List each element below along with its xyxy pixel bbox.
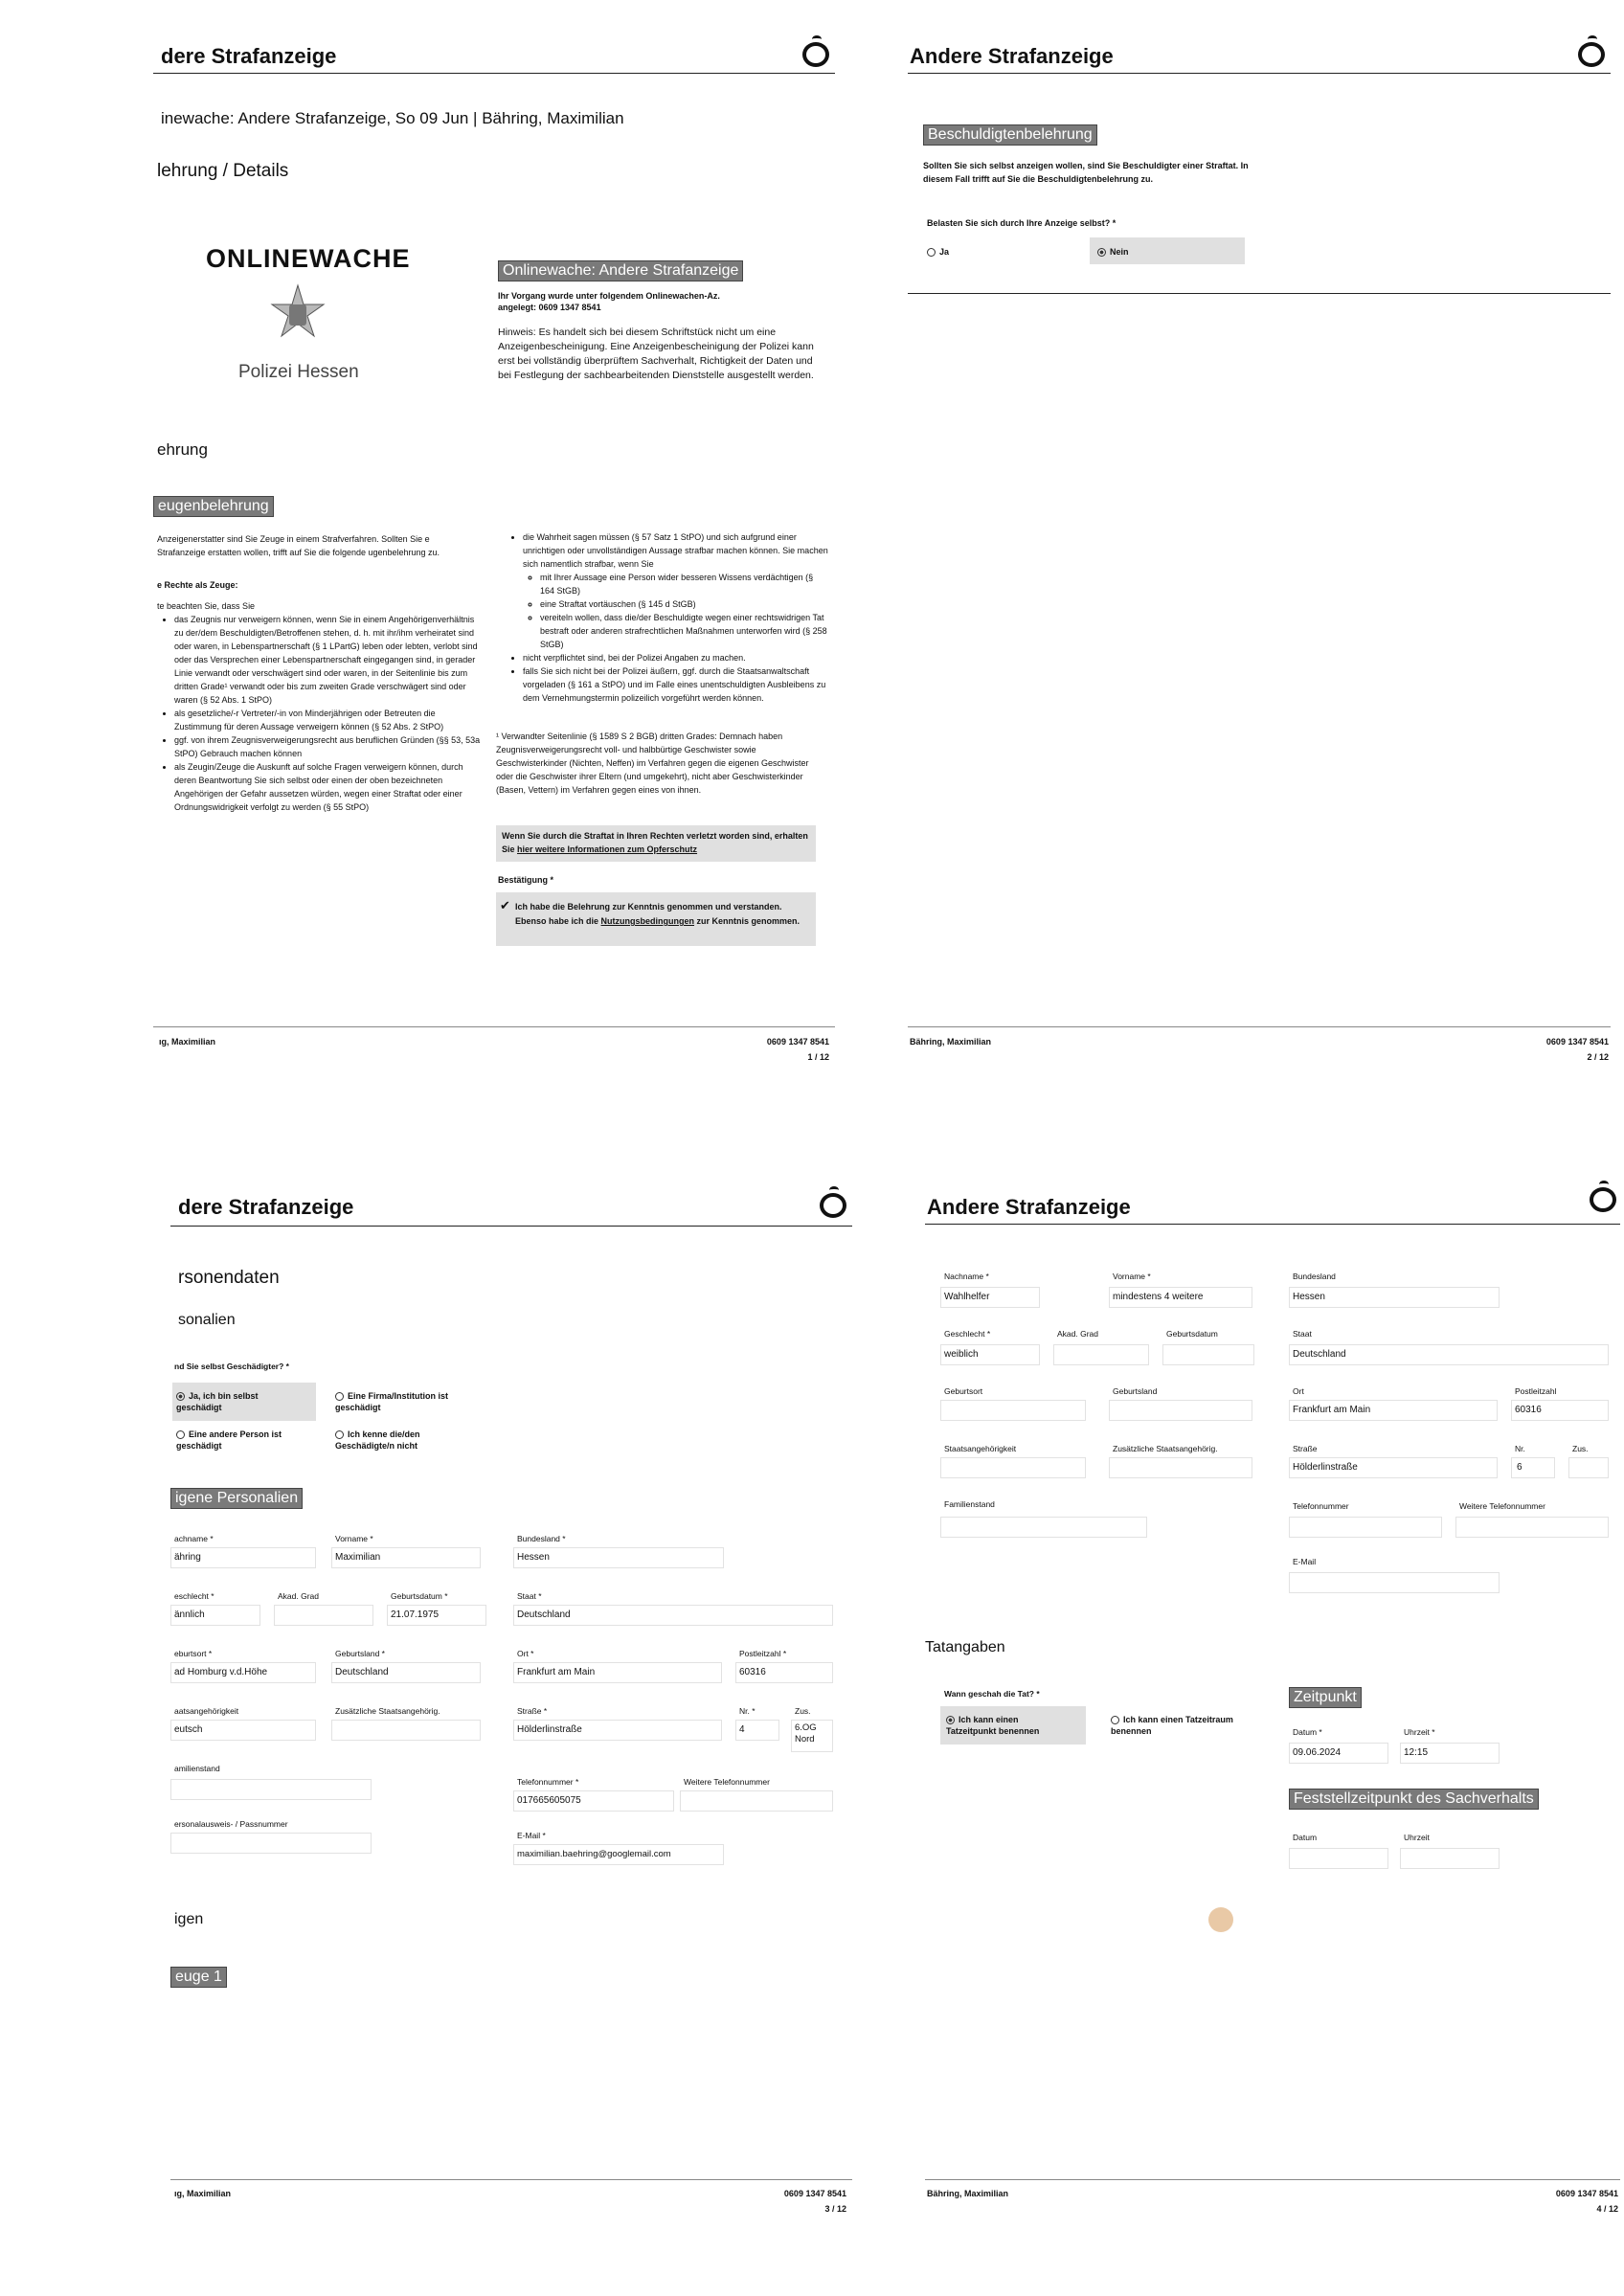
weitere-telefon-input[interactable] [680, 1790, 833, 1812]
footer-rule [908, 1026, 1611, 1027]
familienstand-label: amilienstand [174, 1764, 220, 1773]
hausnummer-label: Nr. * [739, 1706, 756, 1716]
list-item: • falls Sie sich nicht bei der Polizei äußern, ggf. durch die Staatsanwaltschaft vorgeladen (§ 161 a StPO) und im Falle eines unentschuldigten Ausbleibens zu dem Vernehmungstermin polizeilich vorgeführt werden können. [523, 664, 829, 705]
beschuldigten-text: Sollten Sie sich selbst anzeigen wollen, sind Sie Beschuldigter einer Straftat. In diesem Fall trifft auf Sie die Beschuldigtenbelehrung zu. [923, 161, 1249, 184]
staatsangehoerigkeit-label: Staatsangehörigkeit [944, 1444, 1017, 1453]
footer-page: 1 / 12 [807, 1052, 829, 1062]
page-header-title: Andere Strafanzeige [927, 1195, 1131, 1219]
geburtsdatum-input[interactable] [1162, 1344, 1254, 1365]
footer-name: ıg, Maximilian [174, 2189, 232, 2198]
header-rule [925, 1224, 1620, 1225]
hausnummer-value: 6 [1517, 1462, 1522, 1473]
az-line-2: angelegt: 0609 1347 8541 [498, 303, 601, 312]
beschuldigtenbelehrung-bar: Beschuldigtenbelehrung [923, 124, 1097, 146]
geschlecht-label: Geschlecht * [944, 1329, 991, 1339]
page-header-title: dere Strafanzeige [161, 44, 337, 68]
list-item: ◦ eine Straftat vortäuschen (§ 145 d StGB) [540, 597, 829, 611]
ort-label: Ort [1293, 1386, 1304, 1396]
box-title-bar: Onlinewache: Andere Strafanzeige [498, 260, 743, 281]
zeitpunkt-bar: Zeitpunkt [1289, 1687, 1362, 1708]
header-rule [170, 1226, 852, 1227]
email-input[interactable] [1289, 1572, 1500, 1593]
section-rule [908, 293, 1611, 294]
bundesland-value: Hessen [1293, 1292, 1325, 1302]
telefon-label: Telefonnummer * [517, 1777, 579, 1787]
ort-value: Frankfurt am Main [1293, 1405, 1371, 1415]
option-selbst-label: Ja, ich bin selbst geschädigt [176, 1391, 259, 1412]
list-item: • als gesetzliche/-r Vertreter/-in von Minderjährigen oder Betreuten die Zustimmung für deren Aussage verweigern können (§ 52 Abs. 2 StPO) [174, 707, 485, 733]
personalien-heading: sonalien [178, 1312, 236, 1328]
police-ring-icon [802, 42, 829, 67]
tatangaben-heading: Tatangaben [925, 1639, 1005, 1655]
bestaetigung-label: Bestätigung * [498, 875, 554, 885]
footer-page: 3 / 12 [824, 2204, 846, 2214]
akad-grad-input[interactable] [1053, 1344, 1149, 1365]
staat-label: Staat [1293, 1329, 1312, 1339]
option-firma-geschaedigt[interactable]: Eine Firma/Institution ist geschädigt [335, 1391, 449, 1412]
telefon-value: 017665605075 [517, 1795, 581, 1806]
zusatz-value: 6.OG Nord [795, 1722, 817, 1745]
datum-value: 09.06.2024 [1293, 1747, 1342, 1758]
list-item: • als Zeugin/Zeuge die Auskunft auf solche Fragen verweigern können, durch deren Beantwortung Sie sich selbst oder einen der oben bezeichneten Angehörigen der Gefahr aussetzen würden, wegen einer Straftat oder einer Ordnungswidrigkeit verfolgt zu werden (§ 55 StPO) [174, 760, 485, 814]
staat-value: Deutschland [517, 1609, 571, 1620]
geschlecht-value: ännlich [174, 1609, 205, 1620]
geburtsort-label: Geburtsort [944, 1386, 983, 1396]
geburtsland-value: Deutschland [335, 1667, 389, 1677]
zeugen-heading: igen [174, 1911, 204, 1927]
strasse-label: Straße * [517, 1706, 548, 1716]
opferschutz-link[interactable]: hier weitere Informationen zum Opferschutz [517, 844, 698, 854]
geschlecht-value: weiblich [944, 1349, 979, 1360]
vorname-label: Vorname * [335, 1534, 373, 1543]
rights-heading: e Rechte als Zeuge: [157, 580, 238, 590]
police-ring-icon [820, 1193, 846, 1218]
footnote-text: ¹ Verwandter Seitenlinie (§ 1589 S 2 BGB) dritten Grades: Demnach haben Zeugnisverweigerungsrecht voll- und halbbürtige Geschwister sowie Geschwisterkinder (Nichten, Neffen) im Verfahren gegen die eigenen Geschwister oder die Geschwister ihrer Eltern (und umgekehrt), nicht aber Geschwisterkinder (Basen, Vettern) im Verfahren gegen eines von ihnen. [496, 732, 809, 795]
rights-list-left [159, 613, 485, 814]
uhrzeit-label: Uhrzeit * [1404, 1727, 1435, 1737]
list-item: • ggf. von ihrem Zeugnisverweigerungsrecht aus beruflichen Gründen (§§ 53, 53a StPO) Gebrauch machen können [174, 733, 485, 760]
weitere-telefon-input[interactable] [1455, 1517, 1609, 1538]
eigene-personalien-bar: igene Personalien [170, 1488, 303, 1509]
geburtsort-input[interactable] [940, 1400, 1086, 1421]
list-item: • nicht verpflichtet sind, bei der Polizei Angaben zu machen. [523, 651, 829, 664]
staatsangehoerigkeit-value: eutsch [174, 1724, 203, 1735]
feststell-datum-input[interactable] [1289, 1848, 1388, 1869]
option-ja[interactable]: Ja [927, 245, 949, 259]
stain-mark [1208, 1907, 1233, 1932]
option-nein-label: Nein [1097, 245, 1129, 259]
police-star-icon [266, 283, 329, 347]
hinweis-text: Hinweis: Es handelt sich bei diesem Schriftstück nicht um eine Anzeigenbescheinigung. Eine Anzeigenbescheinigung der Polizei kann erst bei vollständig überprüftem Sachverhalt, Richtigkeit der Daten und bei Festlegung der sachbearbeitenden Dienststelle ausgestellt werden. [498, 326, 814, 381]
nutzungsbedingungen-link[interactable]: Nutzungsbedingungen [600, 916, 695, 926]
option-tatzeitpunkt-label: Ich kann einen Tatzeitpunkt benennen [946, 1715, 1040, 1736]
feststell-uhrzeit-input[interactable] [1400, 1848, 1500, 1869]
bundesland-label: Bundesland * [517, 1534, 566, 1543]
confirm-text: Ich habe die Belehrung zur Kenntnis genommen und verstanden. Ebenso habe ich die Nutzungsbedingungen zur Kenntnis genommen. [515, 902, 801, 926]
email-label: E-Mail * [517, 1831, 546, 1840]
plz-label: Postleitzahl * [739, 1649, 787, 1658]
zusatz-label: Zus. [795, 1706, 811, 1716]
zus-staatsangehoerigkeit-select[interactable] [331, 1720, 481, 1741]
list-item: • das Zeugnis nur verweigern können, wenn Sie in einem Angehörigenverhältnis zu der/dem Beschuldigten/Betroffenen stehen, d. h. mit ihr/ihm verheiratet sind oder waren, in Lebenspartnerschaft (§ 1 LPartG) leben oder lebten, verlobt sind oder das Versprechen einer Lebenspartnerschaft eingegangen sind, in gerader Linie verwandt oder verschwägert sind oder waren, in der Seitenlinie bis zum dritten Grade¹ verwandt oder bis zum zweiten Grade verschwägert sind oder waren (§ 52 Abs. 1 StPO) [174, 613, 485, 707]
intro-text: Anzeigenerstatter sind Sie Zeuge in einem Strafverfahren. Sollten Sie e Strafanzeige erstatten wollen, trifft auf Sie die folgende ugenbelehrung zu. [157, 534, 440, 557]
footer-rule [153, 1026, 835, 1027]
ort-label: Ort * [517, 1649, 534, 1658]
section-title: lehrung / Details [157, 161, 289, 181]
geburtsland-select[interactable] [1109, 1400, 1252, 1421]
email-value: maximilian.baehring@googlemail.com [517, 1849, 671, 1859]
geburtsort-value: ad Homburg v.d.Höhe [174, 1667, 268, 1677]
akad-grad-label: Akad. Grad [1057, 1329, 1098, 1339]
option-tatzeitraum[interactable]: Ich kann einen Tatzeitraum benennen [1111, 1715, 1233, 1736]
plz-label: Postleitzahl [1515, 1386, 1557, 1396]
zus-staatsangehoerigkeit-label: Zusätzliche Staatsangehörig. [1113, 1444, 1218, 1453]
list-item: ◦ mit Ihrer Aussage eine Person wider besseren Wissens verdächtigen (§ 164 StGB) [540, 571, 829, 597]
geburtsdatum-label: Geburtsdatum * [391, 1591, 448, 1601]
wann-question: Wann geschah die Tat? * [944, 1689, 1040, 1699]
bundesland-value: Hessen [517, 1552, 550, 1563]
telefon-input[interactable] [1289, 1517, 1442, 1538]
zus-staatsangehoerigkeit-label: Zusätzliche Staatsangehörig. [335, 1706, 440, 1716]
footer-name: ıg, Maximilian [159, 1037, 216, 1047]
plz-value: 60316 [739, 1667, 766, 1677]
rights-intro: te beachten Sie, dass Sie [157, 601, 256, 611]
ort-value: Frankfurt am Main [517, 1667, 596, 1677]
nachname-value: Wahlhelfer [944, 1292, 990, 1302]
checkmark-icon: ✔ [500, 898, 510, 912]
nachname-value: ähring [174, 1552, 201, 1563]
geburtsland-label: Geburtsland * [335, 1649, 385, 1658]
bundesland-label: Bundesland [1293, 1272, 1336, 1281]
weitere-telefon-label: Weitere Telefonnummer [1459, 1501, 1545, 1511]
staatsangehoerigkeit-label: aatsangehörigkeit [174, 1706, 239, 1716]
geburtsdatum-label: Geburtsdatum [1166, 1329, 1218, 1339]
staat-value: Deutschland [1293, 1349, 1346, 1360]
opferschutz-text: Wenn Sie durch die Straftat in Ihren Rechten verletzt worden sind, erhalten Sie hier weitere Informationen zum Opferschutz [502, 831, 808, 854]
case-line: inewache: Andere Strafanzeige, So 09 Jun | Bähring, Maximilian [161, 109, 624, 127]
telefon-label: Telefonnummer [1293, 1501, 1349, 1511]
footer-az: 0609 1347 8541 [1545, 1037, 1609, 1047]
footer-name: Bähring, Maximilian [927, 2189, 1009, 2198]
page-header-title: dere Strafanzeige [178, 1195, 354, 1219]
zeuge-1-bar: euge 1 [170, 1967, 227, 1988]
vorname-value: mindestens 4 weitere [1113, 1292, 1204, 1302]
rights-list-right [508, 530, 829, 705]
hausnummer-label: Nr. [1515, 1444, 1525, 1453]
footer-name: Bähring, Maximilian [910, 1037, 992, 1047]
geburtsdatum-value: 21.07.1975 [391, 1609, 440, 1620]
footer-page: 4 / 12 [1596, 2204, 1618, 2214]
self-incrimination-question: Belasten Sie sich durch Ihre Anzeige selbst? * [927, 218, 1116, 228]
zus-staatsangehoerigkeit-select[interactable] [1109, 1457, 1252, 1478]
feststell-uhrzeit-label: Uhrzeit [1404, 1833, 1430, 1842]
email-label: E-Mail [1293, 1557, 1317, 1566]
ausweisnummer-label: ersonalausweis- / Passnummer [174, 1819, 288, 1829]
nachname-label: Nachname * [944, 1272, 989, 1281]
logo-subtitle: Polizei Hessen [238, 362, 359, 382]
logo-text: ONLINEWACHE [206, 244, 411, 273]
personendaten-heading: rsonendaten [178, 1268, 280, 1288]
ausweisnummer-input[interactable] [170, 1833, 372, 1854]
strasse-value: Hölderlinstraße [1293, 1462, 1358, 1473]
akad-grad-label: Akad. Grad [278, 1591, 319, 1601]
footer-az: 0609 1347 8541 [766, 1037, 829, 1047]
list-item: ◦ vereiteln wollen, dass die/der Beschuldigte wegen einer rechtswidrigen Tat bestraft oder anderen strafrechtlichen Maßnahmen unterworfen wird (§ 258 StGB) [540, 611, 829, 651]
strasse-label: Straße [1293, 1444, 1318, 1453]
zeugenbelehrung-bar: eugenbelehrung [153, 496, 274, 517]
footer-az: 0609 1347 8541 [1555, 2189, 1618, 2198]
datum-label: Datum * [1293, 1727, 1322, 1737]
staatsangehoerigkeit-select[interactable] [940, 1457, 1086, 1478]
footer-page: 2 / 12 [1587, 1052, 1609, 1062]
geschaedigt-question: nd Sie selbst Geschädigter? * [174, 1362, 289, 1371]
staat-label: Staat * [517, 1591, 542, 1601]
plz-value: 60316 [1515, 1405, 1542, 1415]
familienstand-label: Familienstand [944, 1499, 995, 1509]
strasse-value: Hölderlinstraße [517, 1724, 582, 1735]
header-rule [153, 73, 835, 74]
footer-rule [170, 2179, 852, 2180]
akad-grad-input[interactable] [274, 1605, 373, 1626]
option-kenne-nicht[interactable]: Ich kenne die/den Geschädigte/n nicht [335, 1429, 420, 1451]
familienstand-select[interactable] [940, 1517, 1147, 1538]
feststell-datum-label: Datum [1293, 1833, 1318, 1842]
list-item: • die Wahrheit sagen müssen (§ 57 Satz 1 StPO) und sich aufgrund einer unrichtigen oder unvollständigen Aussage strafbar machen können. Sie machen sich namentlich strafbar, wenn Sie ◦ mit Ihrer Aussage eine Person wider besseren Wissens verdächtigen (§ 164 StGB) ◦ eine Straftat vortäuschen (§ 145 d StGB) ◦ vereiteln wollen, dass die/der Beschuldigte wegen einer rechtswidrigen Tat bestraft oder anderen strafrechtlichen Maßnahmen unterworfen wird (§ 258 StGB) [523, 530, 829, 651]
hausnummer-value: 4 [739, 1724, 745, 1735]
uhrzeit-value: 12:15 [1404, 1747, 1429, 1758]
footer-az: 0609 1347 8541 [783, 2189, 846, 2198]
footer-rule [925, 2179, 1620, 2180]
familienstand-select[interactable] [170, 1779, 372, 1800]
header-rule [908, 73, 1611, 74]
vorname-value: Maximilian [335, 1552, 381, 1563]
page-header-title: Andere Strafanzeige [910, 44, 1114, 68]
police-ring-icon [1578, 42, 1605, 67]
geschlecht-label: eschlecht * [174, 1591, 214, 1601]
police-ring-icon [1590, 1187, 1616, 1212]
zusatz-label: Zus. [1572, 1444, 1589, 1453]
feststellzeitpunkt-bar: Feststellzeitpunkt des Sachverhalts [1289, 1789, 1539, 1810]
belehrung-heading: ehrung [157, 440, 208, 459]
geburtsort-label: eburtsort * [174, 1649, 213, 1658]
zusatz-input[interactable] [1568, 1457, 1609, 1478]
weitere-telefon-label: Weitere Telefonnummer [684, 1777, 770, 1787]
geburtsland-label: Geburtsland [1113, 1386, 1158, 1396]
option-andere-person[interactable]: Eine andere Person ist geschädigt [176, 1429, 282, 1451]
az-line-1: Ihr Vorgang wurde unter folgendem Onlinewachen-Az. [498, 291, 720, 301]
vorname-label: Vorname * [1113, 1272, 1151, 1281]
nachname-label: achname * [174, 1534, 214, 1543]
